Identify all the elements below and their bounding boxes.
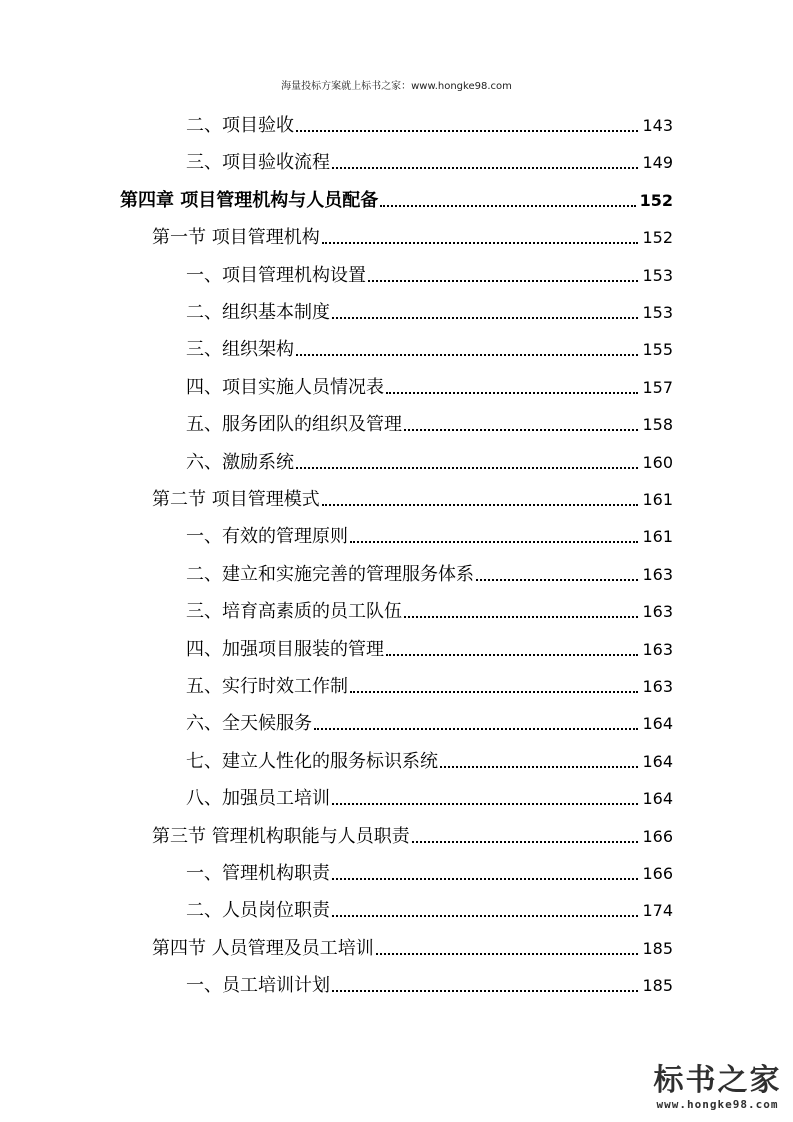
toc-item[interactable] (186, 699, 673, 735)
toc-chapter[interactable] (120, 176, 673, 212)
toc-title: 五、服务团队的组织及管理 (186, 414, 402, 436)
toc-leader (404, 429, 638, 431)
toc-title: 五、实行时效工作制 (186, 676, 348, 697)
logo-url: www.hongke98.com (656, 1098, 779, 1111)
toc-page-number: 161 (642, 490, 673, 509)
toc-title: 二、建立和实施完善的管理服务体系 (186, 563, 474, 585)
toc-title: 七、建立人性化的服务标识系统 (186, 750, 438, 772)
toc-page-number: 152 (642, 228, 673, 248)
toc-page-number: 160 (642, 452, 673, 472)
toc-leader (412, 841, 639, 843)
toc-item[interactable] (186, 363, 673, 399)
toc-item[interactable] (186, 138, 673, 174)
toc-title: 三、组织架构 (186, 339, 294, 361)
toc-page-number: 149 (642, 153, 673, 173)
toc-leader (386, 392, 638, 394)
toc-leader (332, 803, 638, 805)
toc-item[interactable] (186, 251, 673, 287)
toc-title: 一、项目管理机构设置 (186, 264, 366, 286)
toc-title: 六、激励系统 (186, 451, 294, 473)
toc-page-number: 164 (642, 714, 673, 734)
toc-item[interactable] (186, 849, 673, 885)
site-logo (650, 1064, 785, 1112)
toc-leader (332, 990, 638, 992)
toc-title: 二、人员岗位职责 (186, 900, 330, 922)
toc-page-number: 174 (642, 901, 673, 921)
toc-title: 三、项目验收流程 (186, 152, 330, 174)
toc-title: 一、员工培训计划 (186, 975, 330, 997)
toc-page-number: 164 (642, 789, 673, 809)
toc-page-number: 152 (639, 190, 673, 210)
toc-item[interactable] (186, 438, 673, 474)
toc-page-number: 163 (642, 564, 673, 584)
toc-item[interactable] (186, 550, 673, 586)
toc-page-number: 185 (642, 938, 673, 958)
toc-page-number: 153 (642, 303, 673, 322)
toc-leader (296, 130, 638, 132)
toc-leader (332, 317, 638, 319)
toc-item[interactable] (186, 961, 673, 997)
toc-leader (296, 467, 638, 469)
toc-item[interactable] (186, 662, 673, 698)
toc-item[interactable] (186, 886, 673, 922)
toc-title: 一、管理机构职责 (186, 863, 330, 884)
page-header: 海量投标方案就上标书之家：www.hongke98.com (281, 81, 512, 92)
toc-title: 四、加强项目服装的管理 (186, 638, 384, 660)
toc-page-number: 166 (642, 864, 673, 883)
toc-item[interactable] (186, 587, 673, 623)
logo-name: 标书之家 (653, 1063, 782, 1098)
toc-section[interactable] (152, 924, 673, 960)
toc-leader (332, 167, 638, 169)
toc-page-number: 143 (642, 116, 673, 135)
toc-page-number: 157 (642, 377, 673, 397)
toc-title: 第四章 项目管理机构与人员配备 (120, 189, 379, 211)
toc-leader (404, 616, 638, 618)
toc-leader (296, 354, 638, 356)
toc-page-number: 163 (642, 677, 673, 696)
toc-title: 第一节 项目管理机构 (152, 227, 320, 249)
toc-section[interactable] (152, 812, 673, 848)
toc-title: 第三节 管理机构职能与人员职责 (152, 825, 410, 847)
toc-title: 三、培育高素质的员工队伍 (186, 601, 402, 623)
toc-leader (476, 579, 638, 581)
toc-leader (368, 280, 638, 282)
toc-title: 一、有效的管理原则 (186, 526, 348, 548)
toc-leader (314, 728, 638, 730)
toc-page-number: 163 (642, 639, 673, 659)
toc-section[interactable] (152, 213, 673, 249)
toc-page-number: 161 (642, 527, 673, 547)
toc-leader (350, 691, 638, 693)
toc-item[interactable] (186, 512, 673, 548)
toc-leader (322, 242, 639, 244)
toc-page-number: 158 (642, 415, 673, 435)
toc-page-number: 163 (642, 602, 673, 622)
toc-page-number: 153 (642, 265, 673, 285)
toc-leader (332, 878, 638, 880)
toc-leader (386, 654, 638, 656)
toc-leader (350, 541, 638, 543)
toc-title: 八、加强员工培训 (186, 788, 330, 810)
toc-leader (376, 953, 639, 955)
toc-title: 六、全天候服务 (186, 713, 312, 735)
toc-leader (440, 766, 638, 768)
toc-item[interactable] (186, 101, 673, 137)
toc-leader (322, 504, 639, 506)
toc-item[interactable] (186, 774, 673, 810)
toc-item[interactable] (186, 625, 673, 661)
toc-section[interactable] (152, 475, 673, 511)
toc-leader (332, 915, 638, 917)
toc-title: 二、组织基本制度 (186, 302, 330, 323)
toc-item[interactable] (186, 400, 673, 436)
toc-title: 二、项目验收 (186, 115, 294, 136)
toc-item[interactable] (186, 737, 673, 773)
toc-page-number: 164 (642, 751, 673, 771)
toc-item[interactable] (186, 325, 673, 361)
toc-leader (380, 205, 635, 207)
toc-item[interactable] (186, 288, 673, 324)
toc-page-number: 185 (642, 976, 673, 996)
toc-page-number: 155 (642, 340, 673, 360)
toc-page-number: 166 (642, 826, 673, 846)
toc-title: 四、项目实施人员情况表 (186, 376, 384, 398)
toc-title: 第二节 项目管理模式 (152, 489, 320, 510)
toc-title: 第四节 人员管理及员工培训 (152, 937, 374, 959)
